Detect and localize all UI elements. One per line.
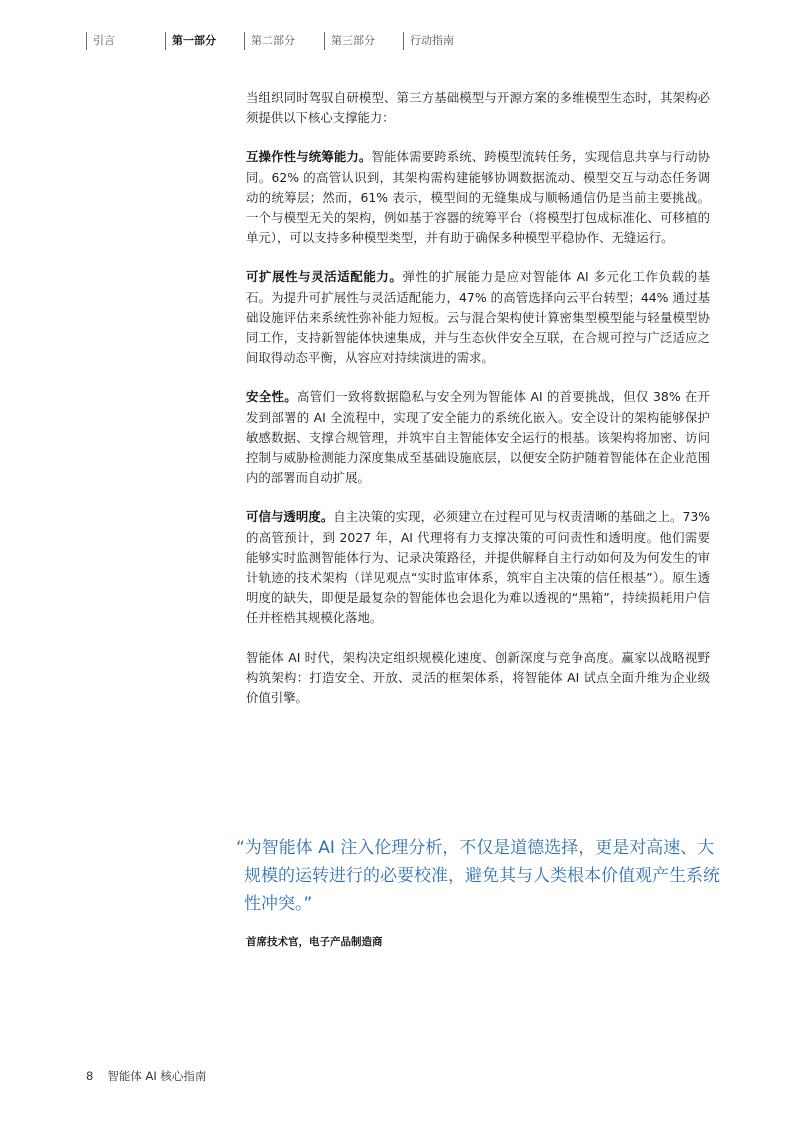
page-number: 8 xyxy=(86,1069,94,1083)
section-security xyxy=(246,387,710,488)
nav-item-part-three[interactable]: 第三部分 xyxy=(324,32,375,50)
section-heading: 互操作性与统筹能力。 xyxy=(246,149,372,165)
nav-item-intro[interactable]: 引言 xyxy=(86,32,115,50)
body-content xyxy=(246,88,710,727)
page-footer xyxy=(86,1068,206,1084)
section-heading: 安全性。 xyxy=(246,389,297,405)
section-text: 自主决策的实现，必须建立在过程可见与权责清晰的基础之上。73% 的高管预计，到 2027 年，AI 代理将有力支撑决策的可问责性和透明度。他们需要能够实时监测智能体行为、记录决策路径，并提供解释自主行动如何及为何发生的审计轨迹的技术架构（详见观点“实时监审体系，筑牢自主决策的信任根基”）。原生透明度的缺失，即便是最复杂的智能体也会退化为难以透视的“黑箱”，持续损耗用户信任并桎梏其规模化落地。 xyxy=(246,509,710,626)
quote-attribution: 首席技术官，电子产品制造商 xyxy=(246,936,383,948)
document-title: 智能体 AI 核心指南 xyxy=(107,1069,207,1083)
section-text: 弹性的扩展能力是应对智能体 AI 多元化工作负载的基石。为提升可扩展性与灵活适配能力，47% 的高管选择向云平台转型；44% 通过基础设施评估来系统性弥补能力短板。云与混合架构使计算密集型模型能与轻量模型协同工作，支持新智能体快速集成，并与生态伙伴安全互联，在合规可控与广泛适应之间取得动态平衡，从容应对持续演进的需求。 xyxy=(246,269,711,366)
section-interoperability xyxy=(246,147,710,248)
section-heading: 可扩展性与灵活适配能力。 xyxy=(246,269,403,285)
nav-item-part-two[interactable]: 第二部分 xyxy=(244,32,295,50)
section-text: 高管们一致将数据隐私与安全列为智能体 AI 的首要挑战，但仅 38% 在开发到部署的 AI 全流程中，实现了安全能力的系统化嵌入。安全设计的架构能够保护敏感数据、支撑合规管理，并筑牢自主智能体安全运行的根基。该架构将加密、访问控制与威胁检测能力深度集成至基础设施底层，以便安全防护随着智能体在企业范围内的部署而自动扩展。 xyxy=(246,389,710,486)
closing-paragraph: 智能体 AI 时代，架构决定组织规模化速度、创新深度与竞争高度。赢家以战略视野构筑架构：打造安全、开放、灵活的框架体系，将智能体 AI 试点全面升维为企业级价值引擎。 xyxy=(246,649,710,706)
nav-item-part-one[interactable]: 第一部分 xyxy=(165,32,216,50)
pull-quote: “为智能体 AI 注入伦理分析，不仅是道德选择，更是对高速、大规模的运转进行的必要校准，避免其与人类根本价值观产生系统性冲突。” xyxy=(236,838,720,914)
section-heading: 可信与透明度。 xyxy=(246,509,334,525)
section-text: 智能体需要跨系统、跨模型流转任务，实现信息共享与行动协同。62% 的高管认识到，其架构需构建能够协调数据流动、模型交互与动态任务调动的统筹层；然而，61% 表示，模型间的无缝集成与顺畅通信仍是当前主要挑战。一个与模型无关的架构，例如基于容器的统筹平台（将模型打包成标准化、可移植的单元），可以支持多种模型类型，并有助于确保多种模型平稳协作、无缝运行。 xyxy=(246,149,711,246)
section-scalability xyxy=(246,267,710,368)
nav-item-action-guide[interactable]: 行动指南 xyxy=(403,32,454,50)
intro-paragraph: 当组织同时驾驭自研模型、第三方基础模型与开源方案的多维模型生态时，其架构必须提供以下核心支撑能力： xyxy=(246,90,710,126)
section-transparency xyxy=(246,507,710,628)
